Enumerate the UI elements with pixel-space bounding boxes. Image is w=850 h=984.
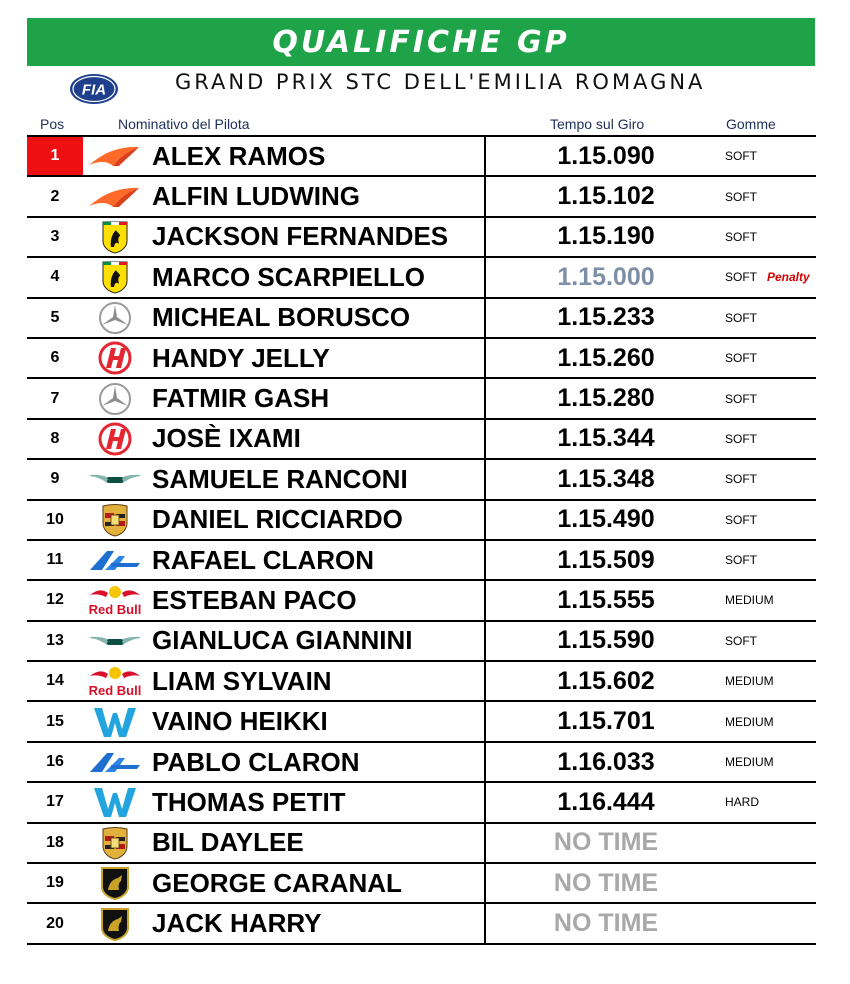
driver-name: MARCO SCARPIELLO <box>152 261 425 292</box>
position-cell: 14 <box>46 672 64 690</box>
driver-name: BIL DAYLEE <box>152 827 304 858</box>
table-row <box>27 299 816 339</box>
lap-time: 1.15.344 <box>557 424 655 453</box>
title-banner <box>27 18 815 66</box>
tyre-compound: SOFT <box>725 310 757 325</box>
table-row <box>27 501 816 541</box>
driver-name: JACK HARRY <box>152 908 322 939</box>
driver-name: LIAM SYLVAIN <box>152 665 332 696</box>
table-row <box>27 339 816 379</box>
porsche-icon <box>85 501 145 539</box>
table-row <box>27 379 816 419</box>
tyre-compound: MEDIUM <box>725 755 774 770</box>
lap-time: 1.15.260 <box>557 343 655 372</box>
position-cell: 12 <box>46 591 64 609</box>
alpine-icon <box>85 541 145 579</box>
lap-time: 1.15.509 <box>557 545 655 574</box>
williams-icon <box>85 783 145 821</box>
table-row <box>27 541 816 581</box>
driver-name: DANIEL RICCIARDO <box>152 504 403 535</box>
haas-icon <box>85 420 145 458</box>
position-cell: 10 <box>46 510 64 528</box>
driver-name: GEORGE CARANAL <box>152 867 402 898</box>
col-header-pos: Pos <box>40 116 65 132</box>
position-cell: 13 <box>46 631 64 649</box>
tyre-compound: SOFT <box>725 512 757 527</box>
mclaren-icon <box>85 177 145 215</box>
position-cell: 6 <box>50 349 60 367</box>
position-cell: 3 <box>50 227 60 245</box>
driver-name: HANDY JELLY <box>152 342 330 373</box>
tyre-compound: SOFT <box>725 229 757 244</box>
tyre-compound: SOFT <box>725 149 757 164</box>
lap-time: NO TIME <box>553 909 659 938</box>
lap-time: 1.15.090 <box>557 141 655 170</box>
table-row <box>27 137 816 177</box>
driver-name: RAFAEL CLARON <box>152 544 374 575</box>
tyre-compound: SOFT <box>725 189 757 204</box>
position-cell: 7 <box>50 389 60 407</box>
position-cell: 19 <box>46 874 64 892</box>
page-title: QUALIFICHE GP <box>272 24 570 60</box>
position-cell: 5 <box>50 308 60 326</box>
ferrari-icon <box>85 218 145 256</box>
table-row <box>27 783 816 823</box>
driver-name: FATMIR GASH <box>152 383 330 414</box>
mclaren-icon <box>85 137 145 175</box>
position-cell: 20 <box>46 914 64 932</box>
ferrari-icon <box>85 258 145 296</box>
tyre-compound: HARD <box>725 795 760 810</box>
lap-time: 1.15.555 <box>557 585 655 614</box>
aston-martin-icon <box>85 460 145 498</box>
position-cell: 9 <box>50 470 60 488</box>
driver-name: VAINO HEIKKI <box>152 706 328 737</box>
table-row <box>27 177 816 217</box>
event-subtitle: GRAND PRIX STC DELL'EMILIA ROMAGNA <box>175 70 706 94</box>
lap-time: 1.15.233 <box>557 303 655 332</box>
position-cell: 17 <box>46 793 64 811</box>
driver-name: ESTEBAN PACO <box>152 584 357 615</box>
fia-logo-icon <box>68 72 120 106</box>
lap-time: 1.15.348 <box>557 464 655 493</box>
table-row <box>27 622 816 662</box>
table-row <box>27 662 816 702</box>
driver-name: PABLO CLARON <box>152 746 360 777</box>
table-row <box>27 581 816 621</box>
lap-time: 1.15.701 <box>557 707 655 736</box>
driver-name: ALEX RAMOS <box>152 140 326 171</box>
lap-time: 1.15.602 <box>557 666 655 695</box>
col-header-driver: Nominativo del Pilota <box>118 116 250 132</box>
tyre-compound: MEDIUM <box>725 714 774 729</box>
col-header-tyres: Gomme <box>726 116 776 132</box>
lap-time: 1.15.280 <box>557 384 655 413</box>
lamborghini-icon <box>85 904 145 942</box>
lap-time: 1.15.000 <box>557 262 655 291</box>
table-row <box>27 743 816 783</box>
table-row <box>27 904 816 944</box>
table-row <box>27 460 816 500</box>
svg-text:Red Bull: Red Bull <box>88 683 142 699</box>
lap-time: 1.16.033 <box>557 747 655 776</box>
table-row <box>27 218 816 258</box>
qualifying-results-table <box>27 135 816 945</box>
position-cell: 2 <box>50 187 60 205</box>
svg-text:Red Bull: Red Bull <box>88 602 142 618</box>
tyre-compound: SOFT <box>725 431 757 446</box>
tyre-compound: SOFT <box>725 472 757 487</box>
lap-time: 1.16.444 <box>557 787 655 816</box>
table-row <box>27 420 816 460</box>
lamborghini-icon <box>85 864 145 902</box>
svg-text:FIA: FIA <box>81 81 107 99</box>
tyre-compound: SOFT <box>725 553 757 568</box>
alpine-icon <box>85 743 145 781</box>
position-cell: 11 <box>46 551 64 569</box>
position-cell: 4 <box>50 268 60 286</box>
mercedes-icon <box>85 379 145 417</box>
tyre-compound: SOFT <box>725 391 757 406</box>
position-cell: 16 <box>46 753 64 771</box>
col-header-lap-time: Tempo sul Giro <box>550 116 645 132</box>
driver-name: GIANLUCA GIANNINI <box>152 625 413 656</box>
tyre-compound: SOFT <box>725 351 757 366</box>
driver-name: JOSÈ IXAMI <box>152 423 301 454</box>
penalty-note: Penalty <box>767 270 810 285</box>
table-row <box>27 258 816 298</box>
driver-name: ALFIN LUDWING <box>152 181 360 212</box>
position-cell: 15 <box>46 712 64 730</box>
tyre-compound: SOFT <box>725 270 757 285</box>
haas-icon <box>85 339 145 377</box>
mercedes-icon <box>85 299 145 337</box>
position-cell: 1 <box>27 137 83 175</box>
redbull-icon <box>85 662 145 700</box>
table-row <box>27 824 816 864</box>
porsche-icon <box>85 824 145 862</box>
position-cell: 18 <box>46 833 64 851</box>
position-cell: 8 <box>50 429 60 447</box>
lap-time: 1.15.190 <box>557 222 655 251</box>
lap-time: 1.15.490 <box>557 505 655 534</box>
table-row <box>27 702 816 742</box>
tyre-compound: MEDIUM <box>725 674 774 689</box>
lap-time: 1.15.102 <box>557 182 655 211</box>
driver-name: THOMAS PETIT <box>152 786 346 817</box>
williams-icon <box>85 702 145 740</box>
tyre-compound: SOFT <box>725 633 757 648</box>
redbull-icon <box>85 581 145 619</box>
lap-time: NO TIME <box>553 868 659 897</box>
lap-time: 1.15.590 <box>557 626 655 655</box>
table-row <box>27 864 816 904</box>
driver-name: MICHEAL BORUSCO <box>152 302 411 333</box>
tyre-compound: MEDIUM <box>725 593 774 608</box>
driver-name: JACKSON FERNANDES <box>152 221 449 252</box>
lap-time: NO TIME <box>553 828 659 857</box>
aston-martin-icon <box>85 622 145 660</box>
driver-name: SAMUELE RANCONI <box>152 463 408 494</box>
